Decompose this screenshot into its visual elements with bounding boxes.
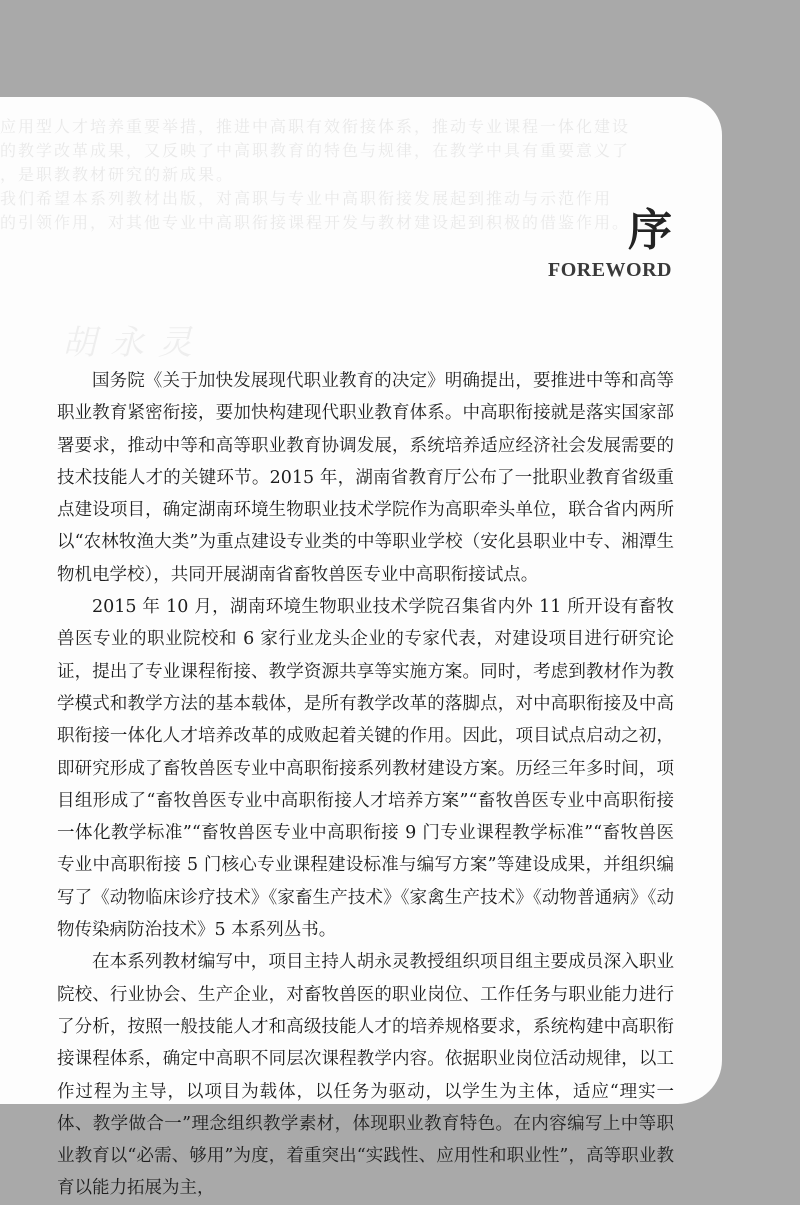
paragraph: 在本系列教材编写中，项目主持人胡永灵教授组织项目组主要成员深入职业院校、行业协会、生产企业，对畜牧兽医的职业岗位、工作任务与职业能力进行了分析，按照一般技能人才和高级技能人才的培养规格要求，系统构建中高职衔接课程体系，确定中高职不同层次课程教学内容。依据职业岗位活动规律，以工作过程为主导，以项目为载体，以任务为驱动，以学生为主体，适应“理实一体、教学做合一”理念组织教学素材，体现职业教育特色。在内容编写上中等职业教育以“必需、够用”为度，着重突出“实践性、应用性和职业性”，高等职业教育以能力拓展为主， bbox=[57, 952, 674, 1199]
bleed-line: 的教学改革成果，又反映了中高职教育的特色与规律，在教学中具有重要意义了 bbox=[0, 141, 631, 160]
bleed-line: 应用型人才培养重要举措，推进中高职有效衔接体系，推动专业课程一体化建设 bbox=[0, 117, 631, 136]
paragraph: 2015 年 10 月，湖南环境生物职业技术学院召集省内外 11 所开设有畜牧兽医专业的职业院校和 6 家行业龙头企业的专家代表，对建设项目进行研究论证，提出了专业课程衔接、教学资源共享等实施方案。同时，考虑到教材作为教学模式和教学方法的基本载体，是所有教学改革的落脚点，对中高职衔接及中高职衔接一体化人才培养改革的成败起着关键的作用。因此，项目试点启动之初，即研究形成了畜牧兽医专业中高职衔接系列教材建设方案。历经三年多时间，项目组形成了“畜牧兽医专业中高职衔接人才培养方案”“畜牧兽医专业中高职衔接一体化教学标准”“畜牧兽医专业中高职衔接 9 门专业课程教学标准”“畜牧兽医专业中高职衔接 5 门核心专业课程建设标准与编写方案”等建设成果，并组织编写了《动物临床诊疗技术》《家畜生产技术》《家禽生产技术》《动物普通病》《动物传染病防治技术》5 本系列丛书。 bbox=[57, 597, 674, 941]
bleed-line: ，是职教教材研究的新成果。 bbox=[0, 165, 235, 184]
bleed-through-signature: 胡永灵 bbox=[62, 323, 206, 363]
preface-title: 序 bbox=[628, 205, 672, 256]
preface-body bbox=[57, 365, 674, 1205]
bleed-through-text bbox=[0, 115, 700, 235]
paragraph: 国务院《关于加快发展现代职业教育的决定》明确提出，要推进中等和高等职业教育紧密衔接，要加快构建现代职业教育体系。中高职衔接就是落实国家部署要求，推动中等和高等职业教育协调发展，系统培养适应经济社会发展需要的技术技能人才的关键环节。2015 年，湖南省教育厅公布了一批职业教育省级重点建设项目，确定湖南环境生物职业技术学院作为高职牵头单位，联合省内两所以“农林牧渔大类”为重点建设专业类的中等职业学校（安化县职业中专、湘潭生物机电学校），共同开展湖南省畜牧兽医专业中高职衔接试点。 bbox=[57, 371, 674, 585]
book-page bbox=[0, 97, 722, 1199]
bleed-line: 的引领作用，对其他专业中高职衔接课程开发与教材建设起到积极的借鉴作用。 bbox=[0, 213, 631, 232]
foreword-heading: FOREWORD bbox=[548, 259, 672, 281]
bleed-line: 我们希望本系列教材出版，对高职与专业中高职衔接发展起到推动与示范作用 bbox=[0, 189, 613, 208]
